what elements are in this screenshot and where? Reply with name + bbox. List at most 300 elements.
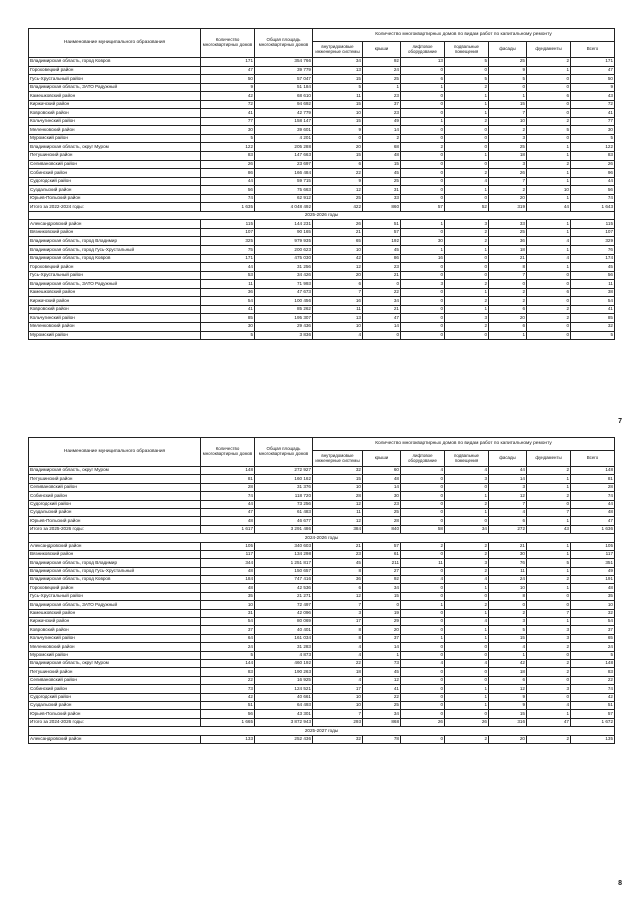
row-value: 13 [401, 58, 445, 67]
row-name: Итого за 2024-2026 годы: [29, 718, 201, 726]
row-value: 0 [401, 735, 445, 743]
row-value: 96 [571, 169, 615, 178]
row-value: 6 [313, 584, 363, 592]
row-value: 0 [401, 126, 445, 135]
row-name: Гусь-Хрустальный район [29, 75, 201, 84]
row-value: 840 [363, 525, 401, 533]
table-row [29, 718, 615, 726]
table-row [29, 100, 615, 109]
row-value: 1 [363, 651, 401, 659]
row-value: 20 [313, 271, 363, 280]
row-value: 51 [201, 701, 255, 709]
row-value: 0 [401, 263, 445, 272]
row-value: 92 [363, 576, 401, 584]
row-value: 10 [489, 117, 527, 126]
row-value: 4 [313, 643, 363, 651]
row-value: 1 [363, 83, 401, 92]
row-value: 74 [201, 492, 255, 500]
row-value: 25 [489, 228, 527, 237]
row-value: 44 [571, 500, 615, 508]
table-row [29, 109, 615, 118]
row-value: 21 [313, 228, 363, 237]
row-value: 20 [489, 194, 527, 203]
row-value: 43 [571, 92, 615, 101]
row-value: 107 [201, 228, 255, 237]
row-value: 979 935 [255, 237, 313, 246]
row-value: 5 [201, 331, 255, 340]
row-value: 57 [571, 710, 615, 718]
row-name: Суздальский район [29, 186, 201, 195]
row-value: 4 [445, 618, 489, 626]
row-value: 0 [401, 609, 445, 617]
row-value: 44 [489, 467, 527, 475]
row-value: 56 [201, 186, 255, 195]
row-value: 0 [401, 676, 445, 684]
row-name: Муромский район [29, 651, 201, 659]
row-value: 43 [527, 525, 571, 533]
row-value: 9 [313, 177, 363, 186]
row-value: 28 [201, 483, 255, 491]
row-value: 44 [571, 177, 615, 186]
row-value: 21 [489, 542, 527, 550]
row-value: 11 [313, 305, 363, 314]
row-value: 29 436 [255, 322, 313, 331]
row-value: 83 [201, 668, 255, 676]
row-name: Владимирская область, город Ковров [29, 576, 201, 584]
row-value: 0 [401, 492, 445, 500]
row-value: 7 [489, 271, 527, 280]
row-value: 2 [445, 550, 489, 558]
row-value: 3 [445, 475, 489, 483]
row-value: 78 [363, 735, 401, 743]
row-value: 30 [363, 492, 401, 500]
row-value: 1 [527, 567, 571, 575]
row-value: 1 [401, 117, 445, 126]
row-value: 47 673 [255, 288, 313, 297]
row-value: 1 [445, 186, 489, 195]
row-value: 36 [489, 237, 527, 246]
row-value: 0 [445, 160, 489, 169]
row-value: 21 [363, 305, 401, 314]
row-value: 13 [313, 66, 363, 75]
row-value: 80 069 [255, 618, 313, 626]
row-value: 25 [489, 143, 527, 152]
row-value: 23 [363, 92, 401, 101]
row-value: 47 [363, 314, 401, 323]
row-value: 57 [363, 542, 401, 550]
row-name: Вязниковский район [29, 228, 201, 237]
row-value: 2 [527, 160, 571, 169]
row-value: 56 [571, 186, 615, 195]
row-value: 2 [489, 288, 527, 297]
row-value: 0 [527, 693, 571, 701]
row-value: 41 [571, 109, 615, 118]
row-value: 4 [445, 659, 489, 667]
row-value: 12 [313, 592, 363, 600]
row-value: 2 [527, 492, 571, 500]
row-value: 22 [313, 659, 363, 667]
row-value: 25 [363, 177, 401, 186]
row-name: Кольчугинский район [29, 634, 201, 642]
row-value: 13 [313, 314, 363, 323]
row-value: 14 [363, 483, 401, 491]
row-name: Александровский район [29, 220, 201, 229]
table-row [29, 550, 615, 558]
row-name: Меленковский район [29, 643, 201, 651]
col-group: Количество многоквартирных домов по видам работ по капитальному ремонту [313, 438, 615, 451]
row-value: 1 [527, 143, 571, 152]
row-value: 57 [363, 228, 401, 237]
row-value: 4 [489, 508, 527, 516]
row-value: 4 048 492 [255, 203, 313, 212]
row-value: 2 [527, 314, 571, 323]
table-row [29, 66, 615, 75]
row-value: 4 [489, 643, 527, 651]
row-value: 76 [489, 559, 527, 567]
row-value: 3 291 486 [255, 525, 313, 533]
table-row [29, 525, 615, 533]
row-value: 83 [571, 152, 615, 161]
row-value: 64 [201, 634, 255, 642]
row-name: Селивановский район [29, 483, 201, 491]
row-value: 42 [489, 659, 527, 667]
row-value: 14 [363, 322, 401, 331]
row-name: Владимирская область, город Ковров [29, 58, 201, 67]
row-value: 316 [489, 718, 527, 726]
row-value: 115 [571, 220, 615, 229]
section-title: 2025-2026 годы [29, 211, 615, 220]
row-value: 6 [489, 305, 527, 314]
row-value: 15 [363, 160, 401, 169]
row-name: Владимирская область, округ Муром [29, 659, 201, 667]
row-value: 205 288 [255, 143, 313, 152]
row-value: 122 [571, 143, 615, 152]
row-value: 22 [313, 169, 363, 178]
row-value: 2 [445, 117, 489, 126]
row-value: 58 [401, 525, 445, 533]
row-value: 30 [401, 237, 445, 246]
row-name: Суздальский район [29, 508, 201, 516]
row-value: 0 [401, 500, 445, 508]
row-value: 15 [489, 100, 527, 109]
row-name: Ковровский район [29, 305, 201, 314]
row-value: 44 [201, 177, 255, 186]
row-value: 1 [445, 701, 489, 709]
row-name: Владимирская область, округ Муром [29, 143, 201, 152]
row-value: 1 [401, 246, 445, 255]
row-value: 37 [201, 626, 255, 634]
row-value: 0 [401, 508, 445, 516]
row-value: 117 [201, 550, 255, 558]
col-group: Количество многоквартирных домов по видам работ по капитальному ремонту [313, 29, 615, 42]
row-value: 2 [445, 169, 489, 178]
row-value: 37 [363, 634, 401, 642]
row-value: 26 [201, 160, 255, 169]
table-row [29, 685, 615, 693]
row-value: 3 836 [255, 331, 313, 340]
row-value: 5 [489, 75, 527, 84]
row-value: 100 456 [255, 297, 313, 306]
table-row [29, 542, 615, 550]
row-value: 2 [527, 305, 571, 314]
row-value: 41 [201, 109, 255, 118]
row-value: 25 [313, 194, 363, 203]
row-name: Судогодский район [29, 500, 201, 508]
row-value: 344 [201, 559, 255, 567]
row-value: 0 [527, 651, 571, 659]
row-value: 21 [313, 542, 363, 550]
row-value: 0 [445, 592, 489, 600]
row-value: 42 [571, 693, 615, 701]
row-value: 148 [201, 467, 255, 475]
row-value: 0 [401, 134, 445, 143]
col-basements: подвальные помещения [445, 42, 489, 58]
table-row [29, 83, 615, 92]
row-value: 134 298 [255, 550, 313, 558]
row-value: 5 [571, 134, 615, 143]
table-row [29, 203, 615, 212]
row-value: 0 [401, 271, 445, 280]
table-row [29, 297, 615, 306]
row-value: 34 426 [255, 271, 313, 280]
table-row [29, 271, 615, 280]
row-value: 15 [313, 100, 363, 109]
row-value: 0 [401, 177, 445, 186]
row-value: 15 [489, 710, 527, 718]
row-value: 0 [445, 126, 489, 135]
row-value: 1 672 [571, 718, 615, 726]
page-number: 7 [618, 418, 622, 425]
row-value: 44 [201, 500, 255, 508]
row-value: 8 [313, 626, 363, 634]
row-value: 0 [445, 517, 489, 525]
row-value: 4 [401, 467, 445, 475]
row-value: 0 [401, 314, 445, 323]
row-value: 12 [313, 500, 363, 508]
row-value: 10 [313, 693, 363, 701]
section-title: 2025-2027 годы [29, 727, 615, 735]
table-row [29, 475, 615, 483]
row-value: 20 [489, 735, 527, 743]
row-value: 3 [445, 559, 489, 567]
row-value: 5 [201, 651, 255, 659]
row-value: 3 [527, 626, 571, 634]
row-value: 1 [527, 618, 571, 626]
col-elevators: лифтовое оборудование [401, 42, 445, 58]
row-value: 23 [363, 109, 401, 118]
row-value: 1 [445, 246, 489, 255]
row-name: Петушинский район [29, 475, 201, 483]
row-value: 9 [571, 83, 615, 92]
table-row [29, 143, 615, 152]
row-value: 9 [201, 83, 255, 92]
row-name: Владимирская область, ЗАТО Радужный [29, 280, 201, 289]
row-value: 85 [201, 314, 255, 323]
row-value: 0 [401, 592, 445, 600]
row-value: 460 192 [255, 659, 313, 667]
row-value: 11 [313, 92, 363, 101]
row-value: 32 [571, 322, 615, 331]
row-value: 36 [201, 288, 255, 297]
row-value: 31 256 [255, 263, 313, 272]
col-facades: фасады [489, 42, 527, 58]
row-value: 3 [489, 134, 527, 143]
row-value: 1 [445, 693, 489, 701]
row-value: 34 [363, 710, 401, 718]
row-value: 30 [201, 322, 255, 331]
row-value: 0 [401, 100, 445, 109]
row-value: 11 [489, 567, 527, 575]
row-name: Итого за 2025-2026 годы: [29, 525, 201, 533]
row-value: 0 [401, 475, 445, 483]
row-value: 2 [527, 117, 571, 126]
col-name: Наименование муниципального образования [29, 29, 201, 58]
row-value: 2 [527, 643, 571, 651]
col-count: Количество многоквартирных домов [201, 438, 255, 467]
row-value: 43 301 [255, 710, 313, 718]
row-value: 20 [313, 143, 363, 152]
row-value: 6 [489, 517, 527, 525]
row-value: 8 [313, 634, 363, 642]
row-value: 15 [313, 475, 363, 483]
row-value: 2 [489, 297, 527, 306]
row-value: 0 [527, 109, 571, 118]
row-value: 42 779 [255, 109, 313, 118]
row-value: 1 251 817 [255, 559, 313, 567]
row-value: 1 [527, 152, 571, 161]
row-value: 0 [401, 194, 445, 203]
table-row [29, 75, 615, 84]
row-value: 4 201 [255, 134, 313, 143]
row-value: 1 [445, 92, 489, 101]
row-value: 158 147 [255, 117, 313, 126]
row-name: Собинский район [29, 169, 201, 178]
row-value: 14 [489, 475, 527, 483]
row-value: 10 [313, 483, 363, 491]
row-value: 90 165 [255, 228, 313, 237]
row-value: 384 [313, 525, 363, 533]
row-value: 252 436 [255, 735, 313, 743]
row-value: 11 [571, 280, 615, 289]
row-value: 0 [527, 592, 571, 600]
table-row [29, 160, 615, 169]
row-value: 8 [489, 263, 527, 272]
row-value: 46 677 [255, 517, 313, 525]
table-row [29, 58, 615, 67]
row-name: Гороховецкий район [29, 584, 201, 592]
row-value: 94 692 [255, 100, 313, 109]
row-value: 272 927 [255, 467, 313, 475]
row-value: 5 [201, 134, 255, 143]
table-row [29, 288, 615, 297]
row-value: 31 283 [255, 643, 313, 651]
row-value: 1 [445, 626, 489, 634]
row-value: 57 [401, 203, 445, 212]
row-value: 28 [363, 517, 401, 525]
row-value: 1 [489, 331, 527, 340]
row-value: 34 [363, 584, 401, 592]
row-value: 85 262 [255, 305, 313, 314]
row-value: 4 [527, 237, 571, 246]
row-value: 30 [571, 126, 615, 135]
row-value: 22 [201, 676, 255, 684]
row-value: 16 [313, 297, 363, 306]
row-value: 42 [201, 693, 255, 701]
row-value: 47 [201, 66, 255, 75]
row-value: 2 [445, 500, 489, 508]
row-value: 475 030 [255, 254, 313, 263]
row-value: 2 [445, 228, 489, 237]
row-value: 1 [401, 220, 445, 229]
row-value: 6 [527, 288, 571, 297]
table-row [29, 322, 615, 331]
row-value: 74 [571, 685, 615, 693]
row-value: 0 [489, 601, 527, 609]
row-value: 133 [201, 735, 255, 743]
row-value: 22 [363, 693, 401, 701]
row-value: 1 [401, 601, 445, 609]
row-value: 148 [571, 467, 615, 475]
table-row [29, 626, 615, 634]
row-value: 11 [401, 559, 445, 567]
col-elevators: лифтовое оборудование [401, 451, 445, 467]
row-value: 1 [527, 263, 571, 272]
work-table-1 [28, 28, 615, 340]
row-value: 0 [401, 305, 445, 314]
row-value: 61 483 [255, 508, 313, 516]
row-value: 8 [313, 567, 363, 575]
table-row [29, 735, 615, 743]
row-name: Юрьев-Польский район [29, 710, 201, 718]
row-name: Юрьев-Польский район [29, 194, 201, 203]
row-value: 9 [313, 126, 363, 135]
row-value: 34 [445, 525, 489, 533]
row-name: Муромский район [29, 331, 201, 340]
work-table-2 [28, 437, 615, 744]
row-value: 0 [401, 550, 445, 558]
row-value: 48 [571, 584, 615, 592]
row-value: 117 [571, 550, 615, 558]
row-value: 5 [445, 58, 489, 67]
row-value: 0 [527, 331, 571, 340]
row-name: Александровский район [29, 542, 201, 550]
table-row [29, 92, 615, 101]
row-value: 1 636 [571, 525, 615, 533]
row-name: Юрьев-Польский район [29, 517, 201, 525]
row-value: 105 [201, 542, 255, 550]
row-value: 10 [313, 109, 363, 118]
row-value: 1 [527, 550, 571, 558]
row-value: 293 [313, 718, 363, 726]
row-value: 47 [527, 718, 571, 726]
row-value: 1 [445, 288, 489, 297]
row-value: 25 [363, 508, 401, 516]
row-name: Муромский район [29, 134, 201, 143]
row-value: 23 [363, 500, 401, 508]
row-value: 8 [489, 592, 527, 600]
row-value: 86 [363, 254, 401, 263]
row-value: 0 [401, 331, 445, 340]
row-value: 24 [489, 576, 527, 584]
row-name: Владимирская область, город Владимир [29, 559, 201, 567]
row-value: 0 [527, 601, 571, 609]
table-row [29, 331, 615, 340]
row-value: 3 [489, 618, 527, 626]
row-value: 7 [527, 508, 571, 516]
row-value: 40 401 [255, 626, 313, 634]
row-value: 57 047 [255, 75, 313, 84]
section-row [29, 534, 615, 542]
